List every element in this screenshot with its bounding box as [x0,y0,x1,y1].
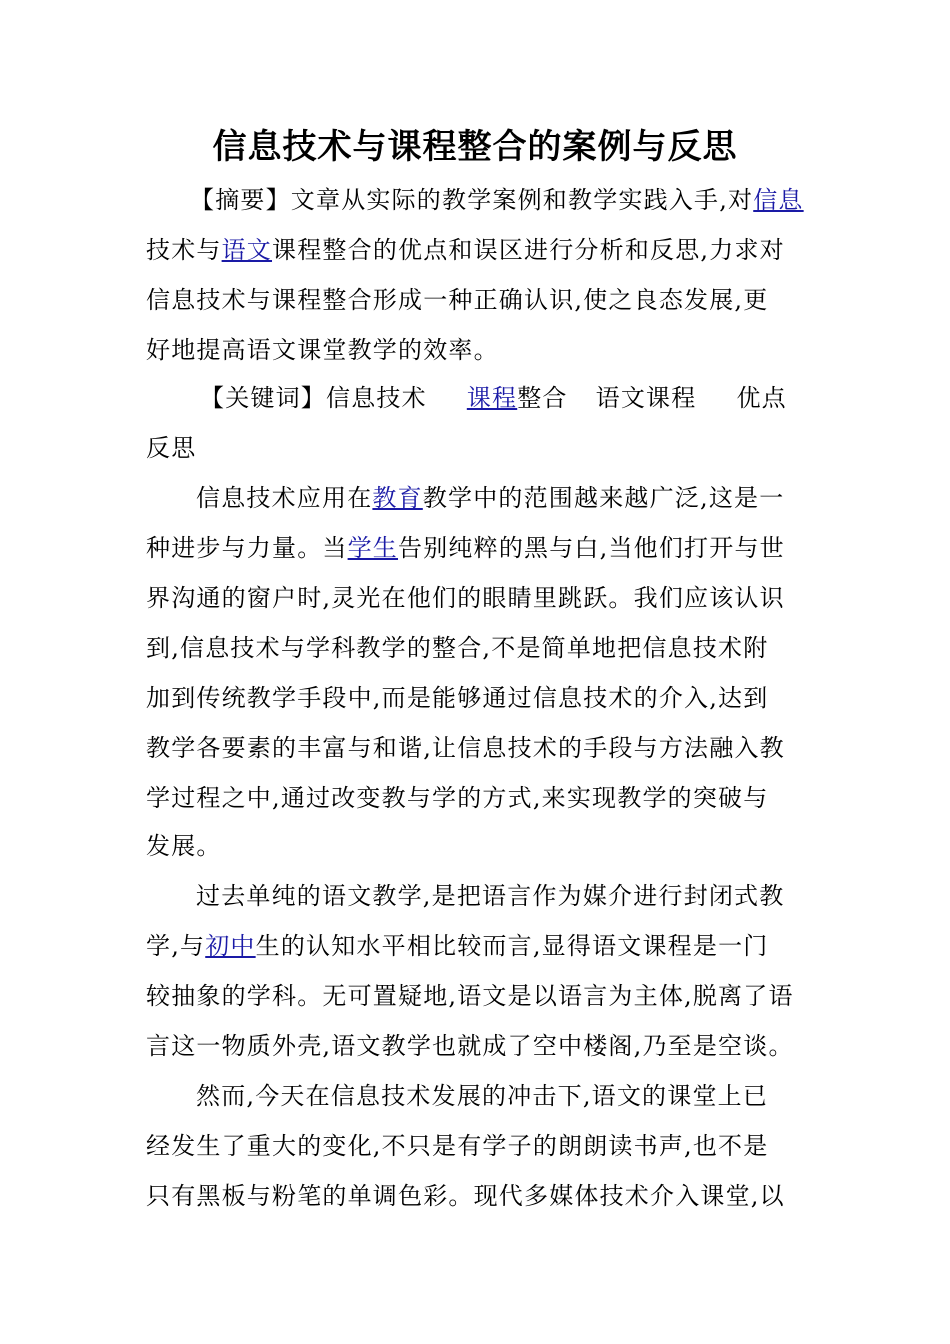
para-text: 告别纯粹的黑与白,当他们打开与世 [398,534,785,562]
para1-line-6: 教学各要素的丰富与和谐,让信息技术的手段与方法融入教 [146,734,785,762]
abstract-text: 课程整合的优点和误区进行分析和反思,力求对 [272,236,785,264]
keyword-1: 信息技术 [326,384,427,412]
para2-line-1: 过去单纯的语文教学,是把语言作为媒介进行封闭式教 [196,882,785,910]
keywords-label: 【关键词】 [200,384,326,412]
para-text: 生的认知水平相比较而言,显得语文课程是一门 [255,932,769,960]
para1-line-5: 加到传统教学手段中,而是能够通过信息技术的介入,达到 [146,684,769,712]
para3-line-1: 然而,今天在信息技术发展的冲击下,语文的课堂上已 [196,1082,769,1110]
link-yuwen[interactable]: 语文 [221,236,273,264]
abstract-line-2 [146,234,785,266]
abstract-line-4: 好地提高语文课堂教学的效率。 [146,336,499,364]
para2-line-4: 言这一物质外壳,语文教学也就成了空中楼阁,乃至是空谈。 [146,1032,794,1060]
para1-line-3: 界沟通的窗户时,灵光在他们的眼睛里跳跃。我们应该认识 [146,584,785,612]
para2-line-3: 较抽象的学科。无可置疑地,语文是以语言为主体,脱离了语 [146,982,794,1010]
abstract-text: 技术与 [146,236,222,264]
keyword-5: 反思 [146,434,197,462]
para1-line-7: 学过程之中,通过改变教与学的方式,来实现教学的突破与 [146,784,769,812]
para-text: 信息技术应用在 [196,484,373,512]
keyword-2-rest: 整合 [517,384,568,412]
link-xinxi[interactable]: 信息 [753,186,804,214]
link-xuesheng[interactable]: 学生 [347,534,399,562]
para1-line-2 [146,532,785,564]
para1-line-1 [196,482,784,514]
keyword-4: 优点 [736,384,787,412]
keyword-3: 语文课程 [595,384,697,412]
document-title: 信息技术与课程整合的案例与反思 [212,127,738,167]
abstract-text: 【摘要】文章从实际的教学案例和教学实践入手,对 [190,186,754,214]
para-text: 种进步与力量。当 [146,534,348,562]
abstract-line-3: 信息技术与课程整合形成一种正确认识,使之良态发展,更 [146,286,769,314]
para-text: 教学中的范围越来越广泛,这是一 [422,484,785,512]
link-kecheng[interactable]: 课程 [466,384,518,412]
link-chuzhong[interactable]: 初中 [205,932,256,960]
para-text: 学,与 [146,932,206,960]
para1-line-4: 到,信息技术与学科教学的整合,不是简单地把信息技术附 [146,634,769,662]
keywords-line-1 [200,382,787,414]
para2-line-2 [146,930,768,962]
para3-line-2: 经发生了重大的变化,不只是有学子的朗朗读书声,也不是 [146,1132,769,1160]
link-jiaoyu[interactable]: 教育 [372,484,423,512]
para3-line-3: 只有黑板与粉笔的单调色彩。现代多媒体技术介入课堂,以 [146,1182,785,1210]
abstract-line-1 [190,184,804,216]
para1-line-8: 发展。 [146,832,222,860]
